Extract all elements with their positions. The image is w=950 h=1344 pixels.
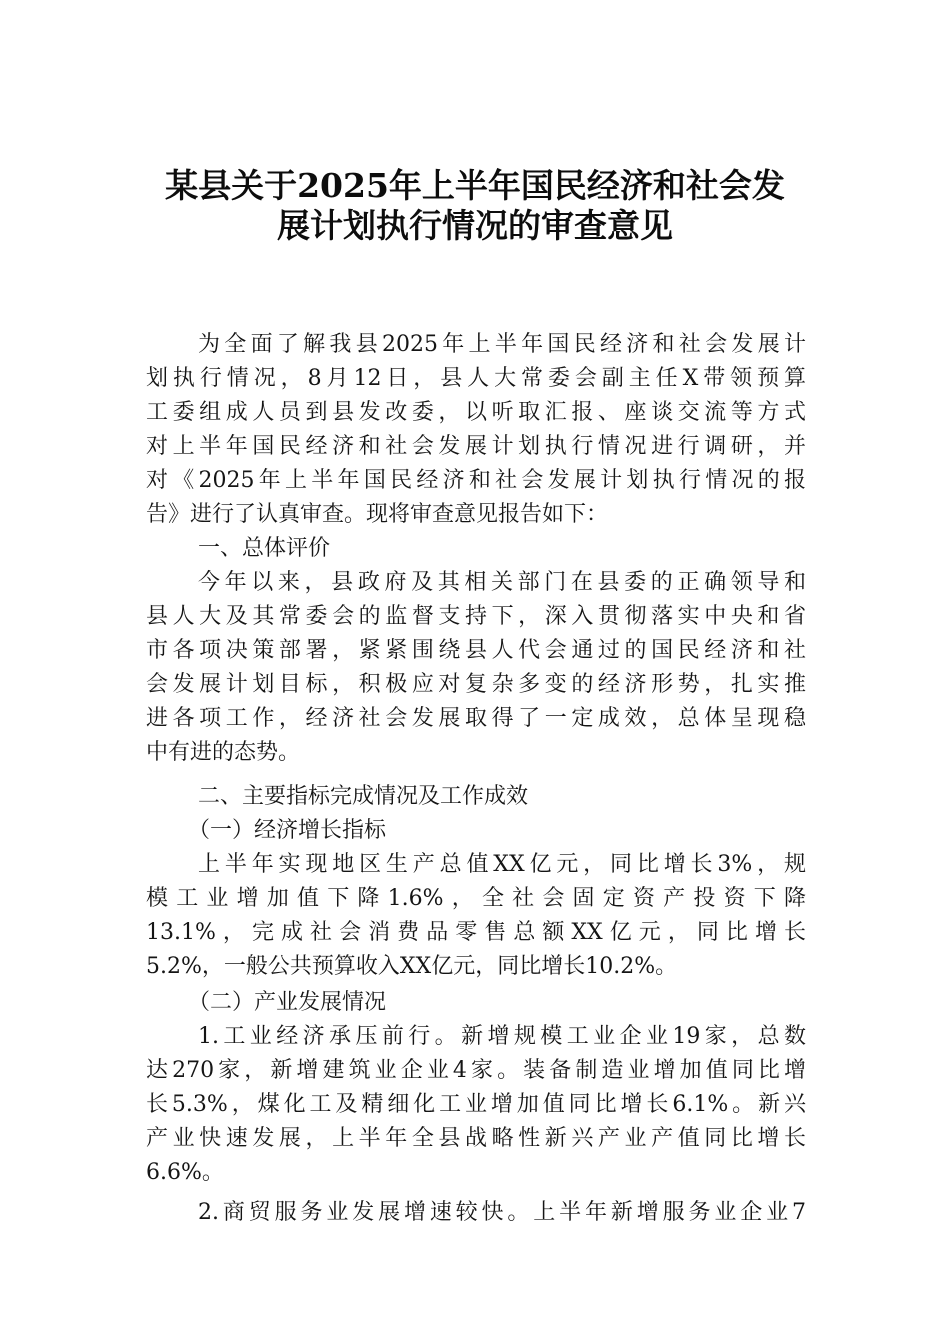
- paragraph-line: 今年以来，县政府及其相关部门在县委的正确领导和: [198, 570, 806, 595]
- paragraph-line: 中有进的态势。: [146, 740, 301, 765]
- paragraph-line: 6.6%。: [146, 1160, 224, 1185]
- paragraph-line: 5.2%，一般公共预算收入XX亿元，同比增长10.2%。: [146, 954, 678, 979]
- paragraph-line: 13.1%，完成社会消费品零售总额XX亿元，同比增长: [146, 920, 806, 945]
- paragraph-line: 县人大及其常委会的监督支持下，深入贯彻落实中央和省: [146, 604, 806, 629]
- paragraph-line: 长5.3%，煤化工及精细化工业增加值同比增长6.1%。新兴: [146, 1092, 806, 1117]
- subsection-heading-industry-development: （二）产业发展情况: [188, 990, 387, 1015]
- intro-line: 告》进行了认真审查。现将审查意见报告如下：: [146, 502, 609, 527]
- paragraph-line: 1.工业经济承压前行。新增规模工业企业19家，总数: [198, 1024, 806, 1049]
- paragraph-line: 2.商贸服务业发展增速较快。上半年新增服务业企业7: [198, 1200, 806, 1225]
- intro-line: 对《2025年上半年国民经济和社会发展计划执行情况的报: [146, 468, 806, 493]
- paragraph-line: 进各项工作，经济社会发展取得了一定成效，总体呈现稳: [146, 706, 806, 731]
- intro-line: 对上半年国民经济和社会发展计划执行情况进行调研，并: [146, 434, 806, 459]
- subsection-heading-economic-growth: （一）经济增长指标: [188, 818, 387, 843]
- section-heading-main-indicators: 二、主要指标完成情况及工作成效: [198, 784, 529, 809]
- intro-line: 工委组成人员到县发改委，以听取汇报、座谈交流等方式: [146, 400, 806, 425]
- paragraph-line: 模工业增加值下降1.6%，全社会固定资产投资下降: [146, 886, 806, 911]
- paragraph-line: 产业快速发展，上半年全县战略性新兴产业产值同比增长: [146, 1126, 806, 1151]
- paragraph-line: 会发展计划目标，积极应对复杂多变的经济形势，扎实推: [146, 672, 806, 697]
- paragraph-line: 达270家，新增建筑业企业4家。装备制造业增加值同比增: [146, 1058, 806, 1083]
- intro-line: 为全面了解我县2025年上半年国民经济和社会发展计: [198, 332, 806, 357]
- section-heading-overall-evaluation: 一、总体评价: [198, 536, 331, 561]
- paragraph-line: 上半年实现地区生产总值XX亿元，同比增长3%，规: [198, 852, 806, 877]
- document-title-line-2: 展计划执行情况的审查意见: [277, 206, 673, 245]
- document-title-line-1: 某县关于2025年上半年国民经济和社会发: [165, 166, 785, 205]
- paragraph-line: 市各项决策部署，紧紧围绕县人代会通过的国民经济和社: [146, 638, 806, 663]
- intro-line: 划执行情况，8月12日，县人大常委会副主任X带领预算: [146, 366, 806, 391]
